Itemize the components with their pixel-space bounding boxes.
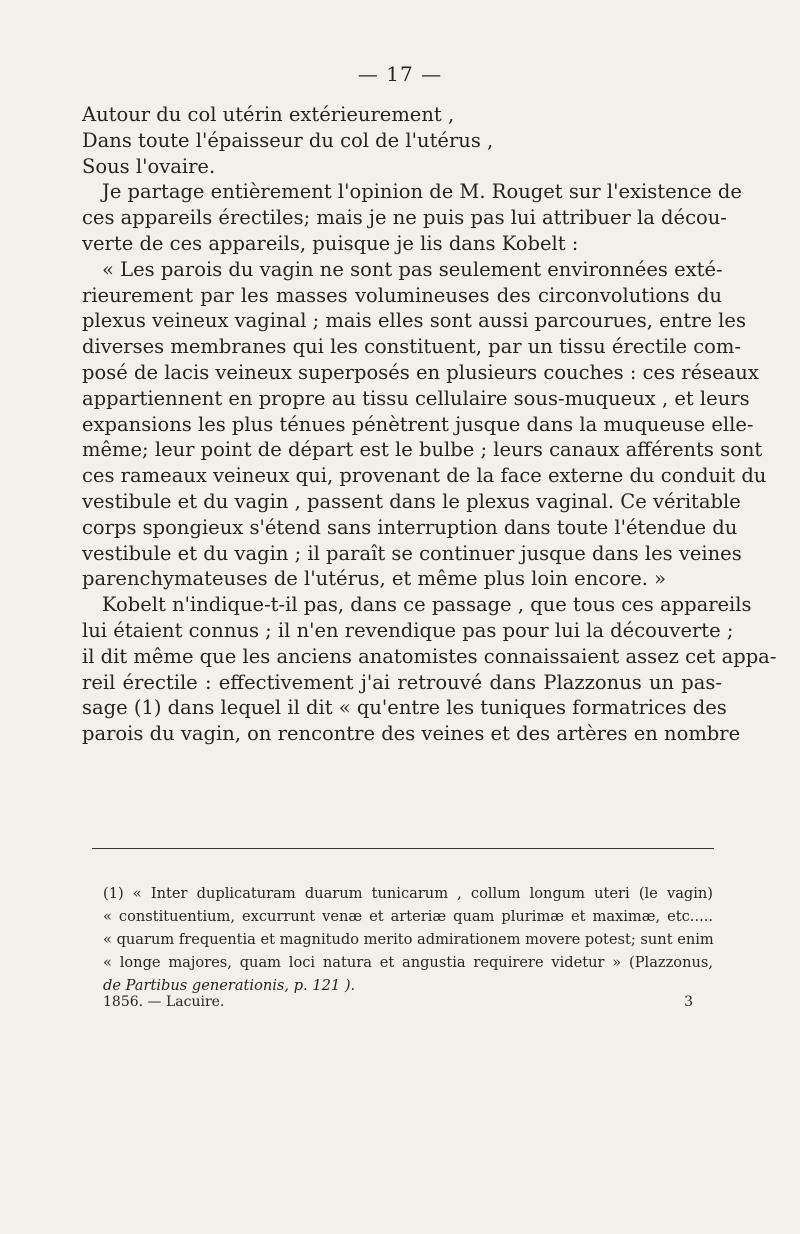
body-line: Kobelt n'indique-t-il pas, dans ce passage , que tous ces appareils [102, 593, 752, 617]
body-line: diverses membranes qui les constituent, par un tissu érectile com- [82, 335, 741, 359]
body-line: Sous l'ovaire. [82, 154, 216, 178]
body-line: Dans toute l'épaisseur du col de l'utérus , [82, 128, 494, 152]
body-line: parenchymateuses de l'utérus, et même plus loin encore. » [82, 567, 667, 591]
body-line: ces appareils érectiles; mais je ne puis pas lui attribuer la décou- [82, 206, 727, 230]
body-line: expansions les plus ténues pénètrent jusque dans la muqueuse elle- [82, 412, 754, 436]
printer-signature [103, 994, 693, 1010]
body-text [82, 102, 777, 747]
body-line: « Les parois du vagin ne sont pas seulement environnées exté- [102, 257, 723, 281]
body-line: sage (1) dans lequel il dit « qu'entre les tuniques formatrices des [82, 696, 727, 720]
body-line: reil érectile : effectivement j'ai retrouvé dans Plazzonus un pas- [82, 670, 722, 694]
body-line: ces rameaux veineux qui, provenant de la face externe du conduit du [82, 464, 767, 488]
footnote [103, 882, 713, 997]
body-line: même; leur point de départ est le bulbe ; leurs canaux afférents sont [82, 438, 763, 462]
body-line: vestibule et du vagin , passent dans le plexus vaginal. Ce véritable [82, 489, 741, 513]
signature-number: 3 [684, 994, 693, 1010]
footnote-line: « longe majores, quam loci natura et angustia requirere videtur » (Plazzonus, [103, 954, 713, 971]
body-line: Je partage entièrement l'opinion de M. Rouget sur l'existence de [102, 180, 742, 204]
body-line: Autour du col utérin extérieurement , [82, 103, 455, 126]
page-number: — 17 — [357, 62, 443, 86]
body-line: il dit même que les anciens anatomistes connaissaient assez cet appa- [82, 644, 777, 668]
body-line: posé de lacis veineux superposés en plusieurs couches : ces réseaux [82, 360, 759, 384]
body-line: lui étaient connus ; il n'en revendique pas pour lui la découverte ; [82, 618, 734, 642]
body-line: rieurement par les masses volumineuses des circonvolutions du [82, 283, 722, 307]
footnote-line: (1) « Inter duplicaturam duarum tunicarum , collum longum uteri (le vagin) [103, 885, 713, 902]
footnote-line: de Partibus generationis, p. 121 ). [103, 977, 356, 994]
body-line: corps spongieux s'étend sans interruption dans toute l'étendue du [82, 515, 738, 539]
footnote-divider [92, 848, 714, 849]
footnote-line: « constituentium, excurrunt venæ et arteriæ quam plurimæ et maximæ, etc..... [103, 908, 713, 925]
signature-label: 1856. — Lacuire. [103, 994, 225, 1010]
footnote-line: « quarum frequentia et magnitudo merito admirationem movere potest; sunt enim [103, 931, 714, 948]
body-line: verte de ces appareils, puisque je lis dans Kobelt : [82, 231, 579, 255]
body-line: appartiennent en propre au tissu cellulaire sous-muqueux , et leurs [82, 386, 750, 410]
body-line: vestibule et du vagin ; il paraît se continuer jusque dans les veines [82, 541, 742, 565]
body-line: parois du vagin, on rencontre des veines et des artères en nombre [82, 722, 741, 746]
body-line: plexus veineux vaginal ; mais elles sont aussi parcourues, entre les [82, 309, 746, 333]
